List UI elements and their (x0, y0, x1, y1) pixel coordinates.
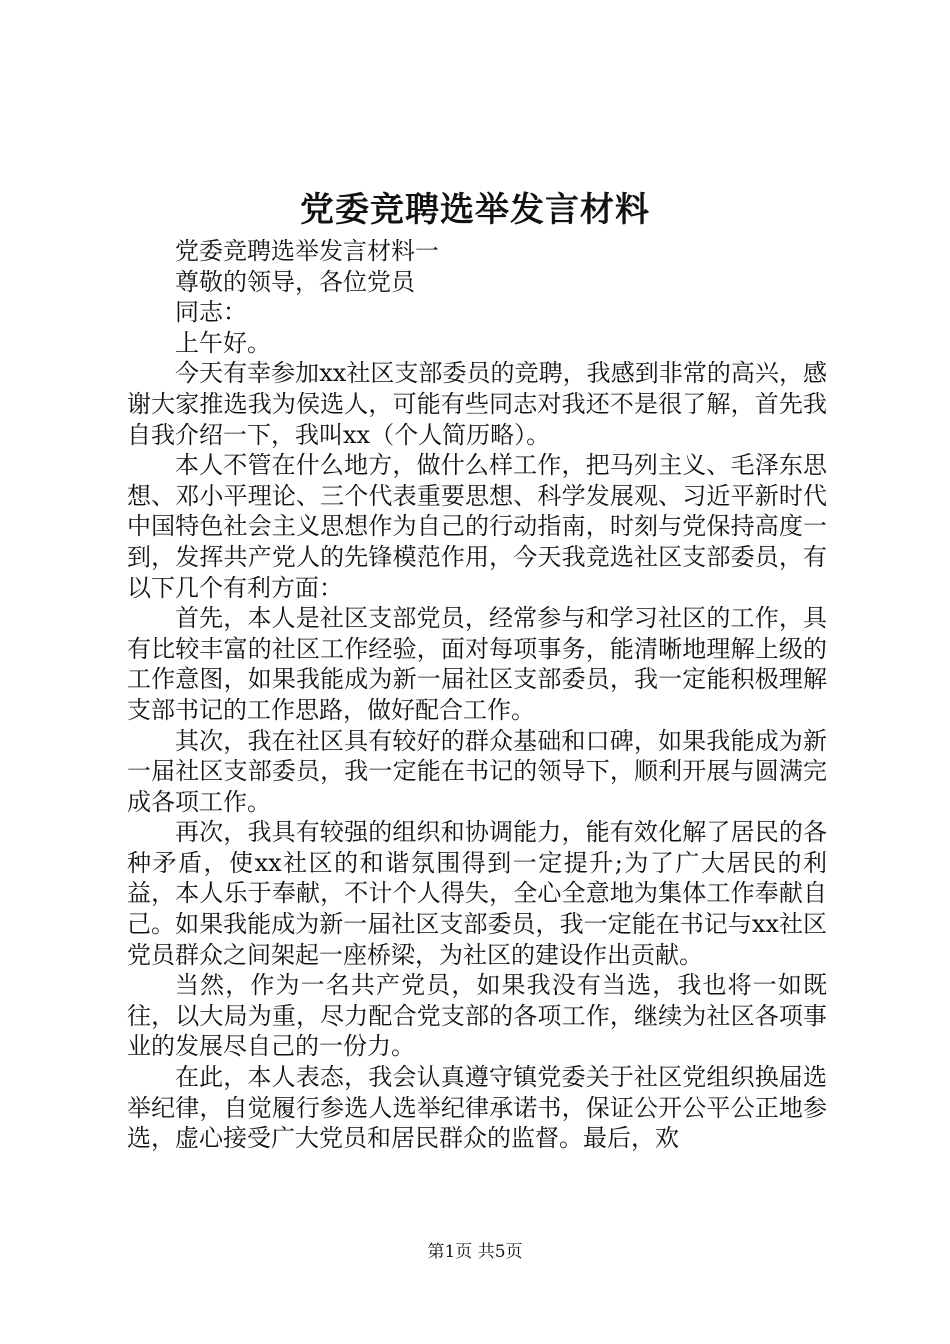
paragraph: 当然，作为一名共产党员，如果我没有当选，我也将一如既往，以大局为重，尽力配合党支部的各项工作，继续为社区各项事业的发展尽自己的一份力。 (127, 971, 827, 1061)
paragraph: 同志： (175, 298, 247, 327)
paragraph: 上午好。 (175, 328, 271, 357)
paragraph: 在此，本人表态，我会认真遵守镇党委关于社区党组织换届选举纪律，自觉履行参选人选举纪律承诺书，保证公开公平公正地参选，虚心接受广大党员和居民群众的监督。最后，欢 (127, 1063, 827, 1153)
paragraph: 尊敬的领导，各位党员 (175, 267, 415, 296)
paragraph: 本人不管在什么地方，做什么样工作，把马列主义、毛泽东思想、邓小平理论、三个代表重要思想、科学发展观、习近平新时代中国特色社会主义思想作为自己的行动指南，时刻与党保持高度一到，发挥共产党人的先锋模范作用，今天我竞选社区支部委员，有以下几个有利方面： (127, 451, 827, 602)
document-title: 党委竞聘选举发言材料 (300, 190, 650, 230)
document-body (127, 236, 827, 1154)
paragraph: 再次，我具有较强的组织和协调能力，能有效化解了居民的各种矛盾，使xx社区的和谐氛围得到一定提升;为了广大居民的利益，本人乐于奉献，不计个人得失，全心全意地为集体工作奉献自己。如果我能成为新一届社区支部委员，我一定能在书记与xx社区党员群众之间架起一座桥梁，为社区的建设作出贡献。 (127, 818, 827, 969)
paragraph: 首先，本人是社区支部党员，经常参与和学习社区的工作，具有比较丰富的社区工作经验，面对每项事务，能清晰地理解上级的工作意图，如果我能成为新一届社区支部委员，我一定能积极理解支部书记的工作思路，做好配合工作。 (127, 604, 827, 724)
paragraph: 今天有幸参加xx社区支部委员的竞聘，我感到非常的高兴，感谢大家推选我为侯选人，可能有些同志对我还不是很了解，首先我自我介绍一下，我叫xx（个人简历略）。 (127, 359, 827, 449)
paragraph: 党委竞聘选举发言材料一 (175, 237, 439, 265)
paragraph: 其次，我在社区具有较好的群众基础和口碑，如果我能成为新一届社区支部委员，我一定能在书记的领导下，顺利开展与圆满完成各项工作。 (127, 726, 827, 816)
page-number-footer: 第1页 共5页 (427, 1242, 523, 1262)
